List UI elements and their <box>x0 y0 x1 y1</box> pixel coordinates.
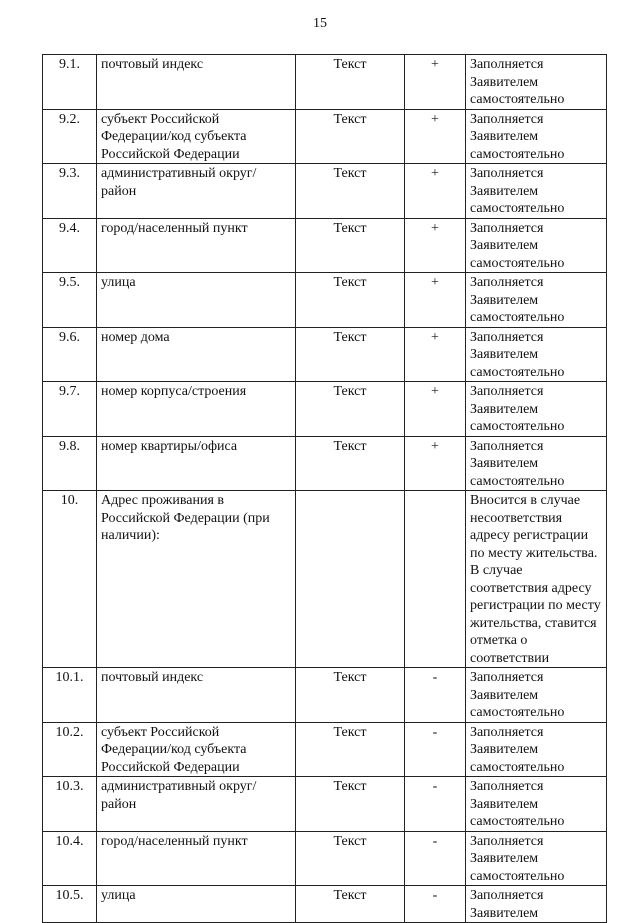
field-required-mark: + <box>405 109 466 164</box>
table-row <box>43 273 607 328</box>
row-number: 10.2. <box>43 722 97 777</box>
table-row <box>43 218 607 273</box>
field-note: Заполняется Заявителем самостоятельно <box>466 668 607 723</box>
table-row <box>43 109 607 164</box>
field-required-mark <box>405 491 466 668</box>
field-name: город/населенный пункт <box>97 831 296 886</box>
field-required-mark: - <box>405 777 466 832</box>
page-number: 15 <box>313 16 327 31</box>
table-row <box>43 668 607 723</box>
field-required-mark: + <box>405 273 466 328</box>
field-note: Заполняется Заявителем самостоятельно <box>466 722 607 777</box>
field-required-mark: + <box>405 164 466 219</box>
field-required-mark: - <box>405 722 466 777</box>
table-row <box>43 491 607 668</box>
fields-table <box>42 54 607 923</box>
field-required-mark: + <box>405 382 466 437</box>
table-row <box>43 55 607 110</box>
row-number: 9.3. <box>43 164 97 219</box>
row-number: 10.5. <box>43 886 97 923</box>
field-note: Заполняется Заявителем самостоятельно <box>466 777 607 832</box>
field-note: Заполняется Заявителем самостоятельно <box>466 273 607 328</box>
table-row <box>43 886 607 923</box>
field-name: номер дома <box>97 327 296 382</box>
table-row <box>43 777 607 832</box>
field-type: Текст <box>296 668 405 723</box>
field-required-mark: - <box>405 668 466 723</box>
field-note: Заполняется Заявителем самостоятельно <box>466 164 607 219</box>
row-number: 10.3. <box>43 777 97 832</box>
row-number: 10.4. <box>43 831 97 886</box>
field-note: Заполняется Заявителем самостоятельно <box>466 436 607 491</box>
field-type: Текст <box>296 722 405 777</box>
field-type: Текст <box>296 436 405 491</box>
field-type: Текст <box>296 55 405 110</box>
field-name: номер квартиры/офиса <box>97 436 296 491</box>
table-row <box>43 436 607 491</box>
row-number: 9.7. <box>43 382 97 437</box>
field-name: улица <box>97 273 296 328</box>
field-type: Текст <box>296 831 405 886</box>
field-name: административный округ/ район <box>97 164 296 219</box>
row-number: 9.1. <box>43 55 97 110</box>
field-type: Текст <box>296 218 405 273</box>
field-required-mark: + <box>405 218 466 273</box>
table-row <box>43 722 607 777</box>
field-note: Заполняется Заявителем <box>466 886 607 923</box>
row-number: 9.5. <box>43 273 97 328</box>
field-name: почтовый индекс <box>97 668 296 723</box>
field-name: административный округ/ район <box>97 777 296 832</box>
field-name: номер корпуса/строения <box>97 382 296 437</box>
table-row <box>43 327 607 382</box>
field-note: Заполняется Заявителем самостоятельно <box>466 327 607 382</box>
table-row <box>43 831 607 886</box>
field-required-mark: - <box>405 886 466 923</box>
field-note: Заполняется Заявителем самостоятельно <box>466 382 607 437</box>
field-note: Заполняется Заявителем самостоятельно <box>466 55 607 110</box>
field-required-mark: + <box>405 436 466 491</box>
row-number: 10. <box>43 491 97 668</box>
row-number: 9.2. <box>43 109 97 164</box>
field-note: Заполняется Заявителем самостоятельно <box>466 109 607 164</box>
row-number: 9.4. <box>43 218 97 273</box>
field-name: город/населенный пункт <box>97 218 296 273</box>
field-type: Текст <box>296 327 405 382</box>
field-type: Текст <box>296 164 405 219</box>
field-type: Текст <box>296 886 405 923</box>
field-type: Текст <box>296 777 405 832</box>
field-name: Адрес проживания в Российской Федерации (при наличии): <box>97 491 296 668</box>
field-required-mark: + <box>405 55 466 110</box>
field-type <box>296 491 405 668</box>
field-note: Заполняется Заявителем самостоятельно <box>466 831 607 886</box>
row-number: 10.1. <box>43 668 97 723</box>
field-name: почтовый индекс <box>97 55 296 110</box>
row-number: 9.6. <box>43 327 97 382</box>
row-number: 9.8. <box>43 436 97 491</box>
field-name: субъект Российской Федерации/код субъекта Российской Федерации <box>97 109 296 164</box>
field-type: Текст <box>296 382 405 437</box>
table-row <box>43 382 607 437</box>
field-note: Заполняется Заявителем самостоятельно <box>466 218 607 273</box>
table-row <box>43 164 607 219</box>
field-required-mark: - <box>405 831 466 886</box>
field-type: Текст <box>296 273 405 328</box>
field-required-mark: + <box>405 327 466 382</box>
field-note: Вносится в случае несоответствия адресу регистрации по месту жительства. В случае соответствия адресу регистрации по месту жительства, ставится отметка о соответствии <box>466 491 607 668</box>
field-type: Текст <box>296 109 405 164</box>
field-name: субъект Российской Федерации/код субъекта Российской Федерации <box>97 722 296 777</box>
field-name: улица <box>97 886 296 923</box>
